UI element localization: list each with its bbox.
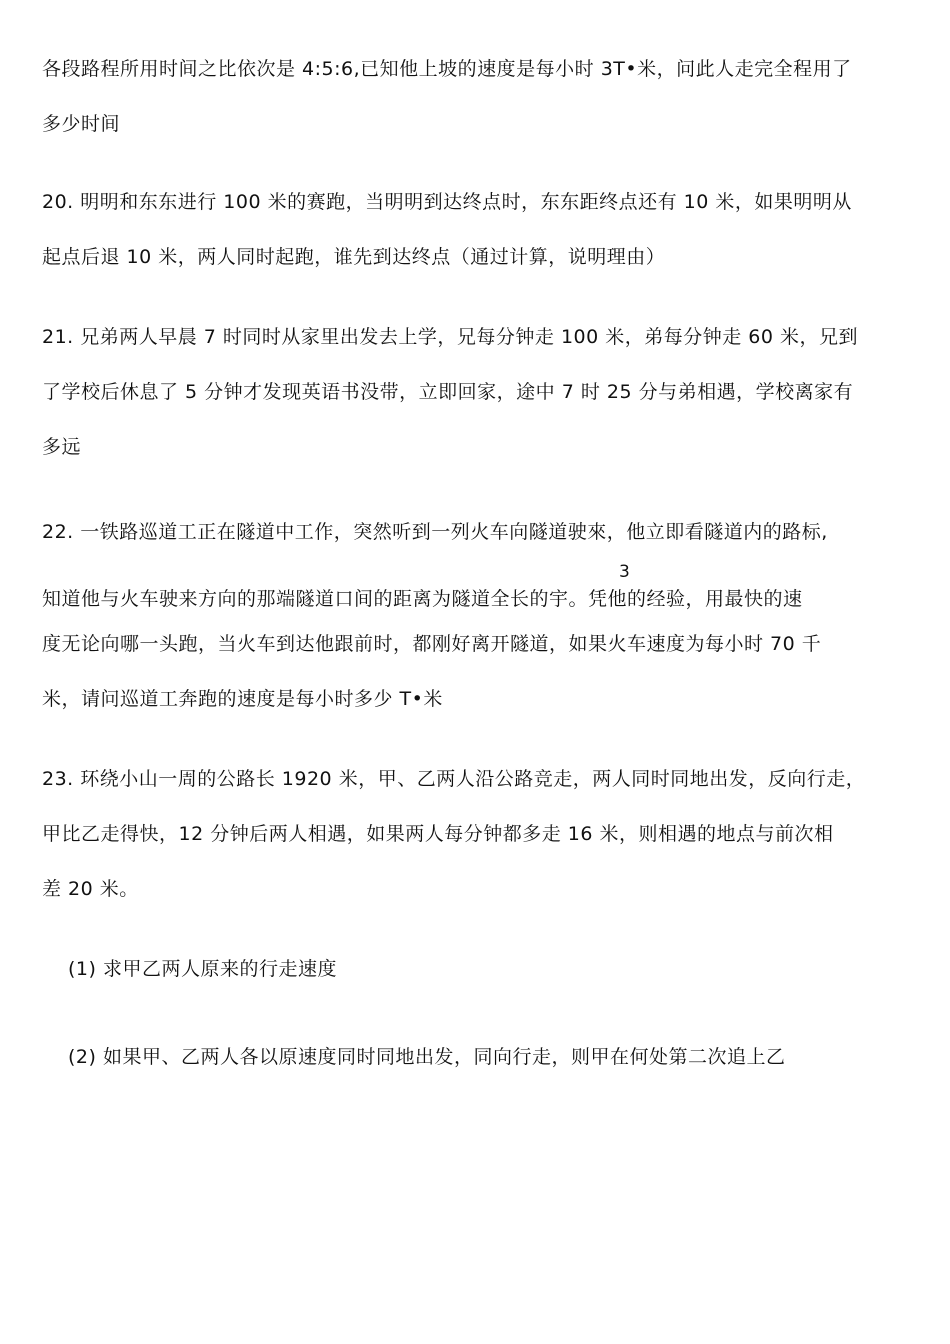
q21-line-1: 21. 兄弟两人早晨 7 时同时从家里出发去上学，兄每分钟走 100 米，弟每分钟走 60 米，兄到 xyxy=(42,326,859,348)
q23-line-3: 差 20 米。 xyxy=(42,878,139,900)
q22-fraction-mark: 3 xyxy=(619,562,630,582)
q21-line-3: 多远 xyxy=(42,436,82,458)
q22-line-1: 22. 一铁路巡道工正在隧道中工作，突然听到一列火车向隧道驶來，他立即看隧道内的路标, xyxy=(42,521,828,543)
q23-line-1: 23. 环绕小山一周的公路长 1920 米，甲、乙两人沿公路竞走，两人同时同地出发，反向行走， xyxy=(42,768,866,790)
q21-line-2: 了学校后休息了 5 分钟才发现英语书没带，立即回家，途中 7 时 25 分与弟相遇，学校离家有 xyxy=(42,381,854,403)
q22-line-3: 度无论向哪一头跑，当火车到达他跟前时，都刚好离开隧道，如果火车速度为每小时 70 千 xyxy=(42,633,822,655)
q19-line-2: 多少时间 xyxy=(42,113,121,135)
q23-subquestion-1: (1) 求甲乙两人原来的行走速度 xyxy=(68,958,337,980)
q23-line-2: 甲比乙走得快，12 分钟后两人相遇，如果两人每分钟都多走 16 米，则相遇的地点与前次相 xyxy=(42,823,834,845)
q22-line-4: 米，请问巡道工奔跑的速度是每小时多少 T•米 xyxy=(42,688,443,710)
q22-line-2: 知道他与火车驶来方向的那端隧道口间的距离为隧道全长的宇。凭他的经验，用最快的速 xyxy=(42,588,803,610)
q23-subquestion-2: (2) 如果甲、乙两人各以原速度同时同地出发，同向行走，则甲在何处第二次追上乙 xyxy=(68,1046,786,1068)
q19-line-1: 各段路程所用时间之比依次是 4:5:6,已知他上坡的速度是每小时 3T•米，问此人走完全程用了 xyxy=(42,58,852,80)
q20-line-2: 起点后退 10 米，两人同时起跑，谁先到达终点（通过计算，说明理由） xyxy=(42,246,666,268)
q20-line-1: 20. 明明和东东进行 100 米的赛跑，当明明到达终点时，东东距终点还有 10 米，如果明明从 xyxy=(42,191,852,213)
